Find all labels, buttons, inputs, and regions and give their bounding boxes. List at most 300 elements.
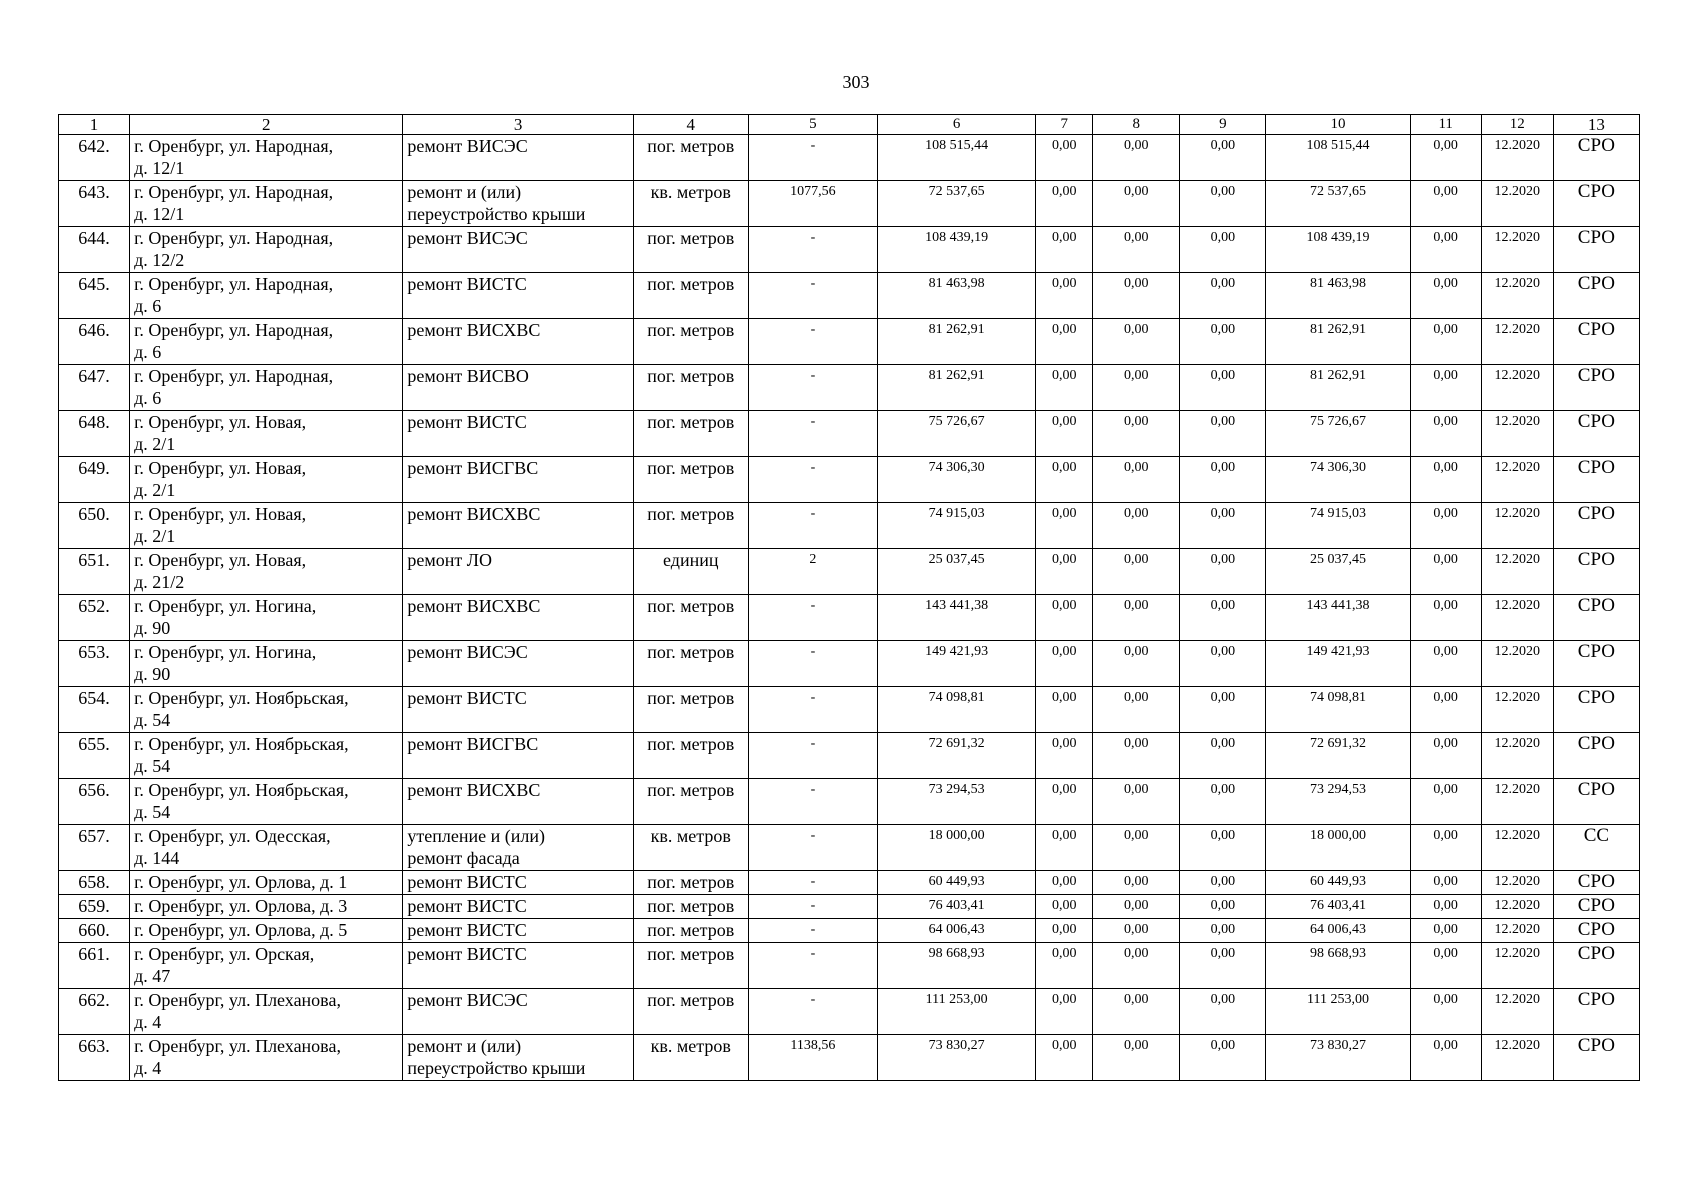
column-header: 10: [1266, 115, 1410, 135]
total-cost-cell: 60 449,93: [878, 871, 1036, 895]
volume-cell: -: [748, 503, 877, 549]
table-row: [59, 871, 1640, 895]
method-cell: СРО: [1553, 895, 1639, 919]
column-header: 5: [748, 115, 877, 135]
row-number-cell: 651.: [59, 549, 130, 595]
total-cost-cell: 75 726,67: [878, 411, 1036, 457]
address-line: д. 2/1: [134, 526, 176, 546]
fund-cell-10: 74 098,81: [1266, 687, 1410, 733]
fund-cell-10: 74 306,30: [1266, 457, 1410, 503]
table-row: [59, 989, 1640, 1035]
method-cell: СРО: [1553, 411, 1639, 457]
fund-cell-10: 64 006,43: [1266, 919, 1410, 943]
address-line: г. Оренбург, ул. Плеханова,: [134, 1036, 341, 1056]
work-type-cell: [403, 411, 633, 457]
volume-cell: -: [748, 227, 877, 273]
fund-cell-7: 0,00: [1036, 919, 1093, 943]
work-type-line: переустройство крыши: [407, 204, 586, 224]
address-line: г. Оренбург, ул. Плеханова,: [134, 990, 341, 1010]
method-cell: СРО: [1553, 943, 1639, 989]
fund-cell-9: 0,00: [1180, 989, 1266, 1035]
deadline-cell: 12.2020: [1481, 549, 1553, 595]
fund-cell-9: 0,00: [1180, 733, 1266, 779]
fund-cell-11: 0,00: [1410, 895, 1481, 919]
fund-cell-10: 25 037,45: [1266, 549, 1410, 595]
table-row: [59, 825, 1640, 871]
work-type-cell: [403, 733, 633, 779]
fund-cell-7: 0,00: [1036, 779, 1093, 825]
fund-cell-11: 0,00: [1410, 135, 1481, 181]
method-cell: СРО: [1553, 503, 1639, 549]
unit-cell: пог. метров: [633, 895, 748, 919]
address-cell: [130, 687, 403, 733]
row-number-cell: 642.: [59, 135, 130, 181]
address-line: д. 6: [134, 388, 162, 408]
work-type-line: ремонт ВИСЭС: [407, 642, 528, 662]
unit-cell: единиц: [633, 549, 748, 595]
address-line: г. Оренбург, ул. Новая,: [134, 550, 307, 570]
work-type-line: утепление и (или): [407, 826, 546, 846]
address-line: д. 2/1: [134, 480, 176, 500]
fund-cell-10: 108 515,44: [1266, 135, 1410, 181]
volume-cell: -: [748, 943, 877, 989]
address-line: д. 12/1: [134, 204, 185, 224]
fund-cell-7: 0,00: [1036, 871, 1093, 895]
unit-cell: пог. метров: [633, 319, 748, 365]
page-number: 303: [842, 72, 870, 92]
fund-cell-8: 0,00: [1093, 825, 1180, 871]
fund-cell-7: 0,00: [1036, 641, 1093, 687]
fund-cell-11: 0,00: [1410, 549, 1481, 595]
fund-cell-9: 0,00: [1180, 319, 1266, 365]
fund-cell-11: 0,00: [1410, 825, 1481, 871]
fund-cell-11: 0,00: [1410, 181, 1481, 227]
work-type-cell: [403, 273, 633, 319]
deadline-cell: 12.2020: [1481, 641, 1553, 687]
method-cell: СРО: [1553, 365, 1639, 411]
volume-cell: -: [748, 733, 877, 779]
fund-cell-11: 0,00: [1410, 273, 1481, 319]
deadline-cell: 12.2020: [1481, 687, 1553, 733]
fund-cell-10: 76 403,41: [1266, 895, 1410, 919]
total-cost-cell: 111 253,00: [878, 989, 1036, 1035]
volume-cell: -: [748, 919, 877, 943]
fund-cell-8: 0,00: [1093, 989, 1180, 1035]
unit-cell: кв. метров: [633, 181, 748, 227]
fund-cell-11: 0,00: [1410, 319, 1481, 365]
unit-cell: пог. метров: [633, 457, 748, 503]
unit-cell: пог. метров: [633, 411, 748, 457]
fund-cell-8: 0,00: [1093, 919, 1180, 943]
fund-cell-9: 0,00: [1180, 895, 1266, 919]
fund-cell-11: 0,00: [1410, 989, 1481, 1035]
address-cell: [130, 135, 403, 181]
table-row: [59, 411, 1640, 457]
method-cell: СРО: [1553, 871, 1639, 895]
fund-cell-9: 0,00: [1180, 641, 1266, 687]
method-cell: СРО: [1553, 595, 1639, 641]
fund-cell-10: 108 439,19: [1266, 227, 1410, 273]
address-cell: [130, 825, 403, 871]
fund-cell-11: 0,00: [1410, 687, 1481, 733]
unit-cell: пог. метров: [633, 227, 748, 273]
address-cell: [130, 895, 403, 919]
column-header: 9: [1180, 115, 1266, 135]
fund-cell-8: 0,00: [1093, 871, 1180, 895]
address-line: д. 21/2: [134, 572, 185, 592]
work-type-cell: [403, 595, 633, 641]
address-line: д. 47: [134, 966, 171, 986]
work-type-line: ремонт ВИСГВС: [407, 734, 539, 754]
address-line: д. 54: [134, 802, 171, 822]
unit-cell: пог. метров: [633, 779, 748, 825]
work-type-cell: [403, 549, 633, 595]
work-type-cell: [403, 641, 633, 687]
fund-cell-7: 0,00: [1036, 825, 1093, 871]
column-header: 1: [59, 115, 130, 135]
work-type-line: ремонт ВИСХВС: [407, 320, 541, 340]
fund-cell-10: 60 449,93: [1266, 871, 1410, 895]
column-header: 7: [1036, 115, 1093, 135]
address-cell: [130, 227, 403, 273]
table-row: [59, 549, 1640, 595]
work-type-line: ремонт ВИСТС: [407, 688, 527, 708]
fund-cell-8: 0,00: [1093, 457, 1180, 503]
work-type-cell: [403, 919, 633, 943]
total-cost-cell: 25 037,45: [878, 549, 1036, 595]
row-number-cell: 650.: [59, 503, 130, 549]
volume-cell: -: [748, 871, 877, 895]
work-type-line: ремонт ВИСТС: [407, 896, 527, 916]
unit-cell: пог. метров: [633, 871, 748, 895]
address-line: г. Оренбург, ул. Народная,: [134, 366, 334, 386]
fund-cell-8: 0,00: [1093, 365, 1180, 411]
fund-cell-11: 0,00: [1410, 457, 1481, 503]
fund-cell-9: 0,00: [1180, 135, 1266, 181]
deadline-cell: 12.2020: [1481, 733, 1553, 779]
fund-cell-7: 0,00: [1036, 365, 1093, 411]
deadline-cell: 12.2020: [1481, 895, 1553, 919]
method-cell: СРО: [1553, 779, 1639, 825]
fund-cell-7: 0,00: [1036, 227, 1093, 273]
deadline-cell: 12.2020: [1481, 135, 1553, 181]
fund-cell-10: 149 421,93: [1266, 641, 1410, 687]
fund-cell-8: 0,00: [1093, 943, 1180, 989]
method-cell: СРО: [1553, 135, 1639, 181]
fund-cell-8: 0,00: [1093, 227, 1180, 273]
fund-cell-9: 0,00: [1180, 457, 1266, 503]
volume-cell: -: [748, 989, 877, 1035]
fund-cell-11: 0,00: [1410, 641, 1481, 687]
row-number-cell: 646.: [59, 319, 130, 365]
unit-cell: пог. метров: [633, 687, 748, 733]
work-type-cell: [403, 779, 633, 825]
table-row: [59, 503, 1640, 549]
fund-cell-7: 0,00: [1036, 895, 1093, 919]
row-number-cell: 648.: [59, 411, 130, 457]
table-row: [59, 641, 1640, 687]
fund-cell-7: 0,00: [1036, 549, 1093, 595]
row-number-cell: 656.: [59, 779, 130, 825]
deadline-cell: 12.2020: [1481, 503, 1553, 549]
total-cost-cell: 108 515,44: [878, 135, 1036, 181]
work-type-line: ремонт ВИСВО: [407, 366, 529, 386]
total-cost-cell: 149 421,93: [878, 641, 1036, 687]
column-header: 3: [403, 115, 633, 135]
method-cell: СРО: [1553, 919, 1639, 943]
fund-cell-10: 81 262,91: [1266, 365, 1410, 411]
unit-cell: пог. метров: [633, 365, 748, 411]
address-cell: [130, 641, 403, 687]
row-number-cell: 658.: [59, 871, 130, 895]
column-header: 2: [130, 115, 403, 135]
fund-cell-10: 111 253,00: [1266, 989, 1410, 1035]
fund-cell-9: 0,00: [1180, 825, 1266, 871]
row-number-cell: 654.: [59, 687, 130, 733]
address-line: г. Оренбург, ул. Народная,: [134, 182, 334, 202]
work-type-line: ремонт ВИСТС: [407, 274, 527, 294]
address-cell: [130, 457, 403, 503]
fund-cell-9: 0,00: [1180, 181, 1266, 227]
volume-cell: -: [748, 825, 877, 871]
volume-cell: -: [748, 457, 877, 503]
fund-cell-7: 0,00: [1036, 989, 1093, 1035]
address-line: д. 12/1: [134, 158, 185, 178]
address-line: г. Оренбург, ул. Орская,: [134, 944, 315, 964]
fund-cell-9: 0,00: [1180, 227, 1266, 273]
table-row: [59, 135, 1640, 181]
total-cost-cell: 81 463,98: [878, 273, 1036, 319]
unit-cell: пог. метров: [633, 733, 748, 779]
fund-cell-7: 0,00: [1036, 411, 1093, 457]
fund-cell-7: 0,00: [1036, 135, 1093, 181]
table-row: [59, 595, 1640, 641]
column-header: 8: [1093, 115, 1180, 135]
total-cost-cell: 143 441,38: [878, 595, 1036, 641]
fund-cell-10: 18 000,00: [1266, 825, 1410, 871]
work-type-line: ремонт ВИСТС: [407, 872, 527, 892]
address-line: д. 4: [134, 1058, 162, 1078]
address-line: г. Оренбург, ул. Народная,: [134, 320, 334, 340]
method-cell: СРО: [1553, 989, 1639, 1035]
volume-cell: -: [748, 895, 877, 919]
row-number-cell: 643.: [59, 181, 130, 227]
method-cell: СРО: [1553, 641, 1639, 687]
fund-cell-11: 0,00: [1410, 919, 1481, 943]
fund-cell-9: 0,00: [1180, 595, 1266, 641]
fund-cell-10: 75 726,67: [1266, 411, 1410, 457]
address-line: г. Оренбург, ул. Орлова, д. 3: [134, 896, 348, 916]
work-type-line: ремонт ВИСЭС: [407, 136, 528, 156]
fund-cell-8: 0,00: [1093, 135, 1180, 181]
address-line: д. 2/1: [134, 434, 176, 454]
unit-cell: пог. метров: [633, 919, 748, 943]
address-cell: [130, 1035, 403, 1081]
address-line: д. 90: [134, 664, 171, 684]
volume-cell: -: [748, 273, 877, 319]
fund-cell-8: 0,00: [1093, 503, 1180, 549]
method-cell: СРО: [1553, 733, 1639, 779]
work-type-line: ремонт фасада: [407, 848, 520, 868]
address-line: д. 144: [134, 848, 180, 868]
fund-cell-8: 0,00: [1093, 273, 1180, 319]
table-row: [59, 919, 1640, 943]
work-type-cell: [403, 135, 633, 181]
row-number-cell: 655.: [59, 733, 130, 779]
fund-cell-9: 0,00: [1180, 411, 1266, 457]
table-row: [59, 365, 1640, 411]
address-line: г. Оренбург, ул. Новая,: [134, 504, 307, 524]
address-line: г. Оренбург, ул. Народная,: [134, 136, 334, 156]
fund-cell-10: 98 668,93: [1266, 943, 1410, 989]
address-cell: [130, 181, 403, 227]
unit-cell: пог. метров: [633, 503, 748, 549]
table-row: [59, 1035, 1640, 1081]
volume-cell: -: [748, 779, 877, 825]
volume-cell: -: [748, 365, 877, 411]
deadline-cell: 12.2020: [1481, 595, 1553, 641]
row-number-cell: 644.: [59, 227, 130, 273]
volume-cell: -: [748, 641, 877, 687]
deadline-cell: 12.2020: [1481, 779, 1553, 825]
fund-cell-9: 0,00: [1180, 503, 1266, 549]
fund-cell-7: 0,00: [1036, 319, 1093, 365]
address-cell: [130, 779, 403, 825]
total-cost-cell: 81 262,91: [878, 319, 1036, 365]
unit-cell: пог. метров: [633, 943, 748, 989]
work-type-line: ремонт ЛО: [407, 550, 493, 570]
fund-cell-7: 0,00: [1036, 943, 1093, 989]
deadline-cell: 12.2020: [1481, 273, 1553, 319]
fund-cell-7: 0,00: [1036, 503, 1093, 549]
method-cell: СРО: [1553, 1035, 1639, 1081]
total-cost-cell: 74 098,81: [878, 687, 1036, 733]
address-cell: [130, 549, 403, 595]
total-cost-cell: 18 000,00: [878, 825, 1036, 871]
total-cost-cell: 81 262,91: [878, 365, 1036, 411]
row-number-cell: 652.: [59, 595, 130, 641]
work-type-line: ремонт ВИСХВС: [407, 596, 541, 616]
table-header-row: [59, 115, 1640, 135]
row-number-cell: 657.: [59, 825, 130, 871]
fund-cell-7: 0,00: [1036, 457, 1093, 503]
address-line: г. Оренбург, ул. Новая,: [134, 458, 307, 478]
total-cost-cell: 74 915,03: [878, 503, 1036, 549]
row-number-cell: 661.: [59, 943, 130, 989]
deadline-cell: 12.2020: [1481, 457, 1553, 503]
address-line: г. Оренбург, ул. Ноябрьская,: [134, 780, 349, 800]
fund-cell-8: 0,00: [1093, 181, 1180, 227]
table-row: [59, 779, 1640, 825]
address-line: г. Оренбург, ул. Орлова, д. 1: [134, 872, 348, 892]
row-number-cell: 653.: [59, 641, 130, 687]
column-header: 6: [878, 115, 1036, 135]
repair-schedule-table: [58, 114, 1640, 1081]
address-cell: [130, 319, 403, 365]
work-type-line: ремонт ВИСХВС: [407, 780, 541, 800]
fund-cell-10: 72 537,65: [1266, 181, 1410, 227]
fund-cell-10: 73 294,53: [1266, 779, 1410, 825]
fund-cell-8: 0,00: [1093, 733, 1180, 779]
address-cell: [130, 365, 403, 411]
address-line: г. Оренбург, ул. Орлова, д. 5: [134, 920, 348, 940]
address-cell: [130, 989, 403, 1035]
fund-cell-7: 0,00: [1036, 181, 1093, 227]
fund-cell-8: 0,00: [1093, 641, 1180, 687]
fund-cell-11: 0,00: [1410, 411, 1481, 457]
total-cost-cell: 73 294,53: [878, 779, 1036, 825]
work-type-cell: [403, 365, 633, 411]
fund-cell-9: 0,00: [1180, 549, 1266, 595]
work-type-cell: [403, 457, 633, 503]
address-cell: [130, 595, 403, 641]
fund-cell-8: 0,00: [1093, 319, 1180, 365]
row-number-cell: 659.: [59, 895, 130, 919]
table-row: [59, 181, 1640, 227]
work-type-cell: [403, 181, 633, 227]
row-number-cell: 660.: [59, 919, 130, 943]
unit-cell: кв. метров: [633, 1035, 748, 1081]
fund-cell-11: 0,00: [1410, 943, 1481, 989]
deadline-cell: 12.2020: [1481, 227, 1553, 273]
table-row: [59, 273, 1640, 319]
unit-cell: пог. метров: [633, 989, 748, 1035]
total-cost-cell: 72 691,32: [878, 733, 1036, 779]
fund-cell-8: 0,00: [1093, 895, 1180, 919]
deadline-cell: 12.2020: [1481, 411, 1553, 457]
address-line: д. 6: [134, 296, 162, 316]
method-cell: СРО: [1553, 181, 1639, 227]
row-number-cell: 645.: [59, 273, 130, 319]
fund-cell-8: 0,00: [1093, 411, 1180, 457]
fund-cell-11: 0,00: [1410, 227, 1481, 273]
table-row: [59, 687, 1640, 733]
work-type-cell: [403, 871, 633, 895]
volume-cell: -: [748, 135, 877, 181]
deadline-cell: 12.2020: [1481, 181, 1553, 227]
total-cost-cell: 64 006,43: [878, 919, 1036, 943]
method-cell: СРО: [1553, 549, 1639, 595]
unit-cell: пог. метров: [633, 595, 748, 641]
work-type-line: ремонт ВИСГВС: [407, 458, 539, 478]
address-line: д. 54: [134, 756, 171, 776]
work-type-cell: [403, 687, 633, 733]
work-type-line: ремонт ВИСЭС: [407, 990, 528, 1010]
work-type-cell: [403, 895, 633, 919]
address-line: г. Оренбург, ул. Ноябрьская,: [134, 688, 349, 708]
address-cell: [130, 871, 403, 895]
work-type-cell: [403, 825, 633, 871]
table-row: [59, 895, 1640, 919]
address-line: д. 54: [134, 710, 171, 730]
work-type-line: ремонт и (или): [407, 1036, 522, 1056]
address-line: г. Оренбург, ул. Одесская,: [134, 826, 331, 846]
work-type-line: ремонт ВИСТС: [407, 920, 527, 940]
total-cost-cell: 73 830,27: [878, 1035, 1036, 1081]
row-number-cell: 647.: [59, 365, 130, 411]
address-line: г. Оренбург, ул. Новая,: [134, 412, 307, 432]
work-type-cell: [403, 989, 633, 1035]
fund-cell-9: 0,00: [1180, 1035, 1266, 1081]
row-number-cell: 649.: [59, 457, 130, 503]
work-type-line: ремонт и (или): [407, 182, 522, 202]
work-type-line: ремонт ВИСТС: [407, 412, 527, 432]
fund-cell-8: 0,00: [1093, 595, 1180, 641]
column-header: 13: [1553, 115, 1639, 135]
method-cell: СРО: [1553, 273, 1639, 319]
work-type-line: ремонт ВИСХВС: [407, 504, 541, 524]
fund-cell-11: 0,00: [1410, 365, 1481, 411]
